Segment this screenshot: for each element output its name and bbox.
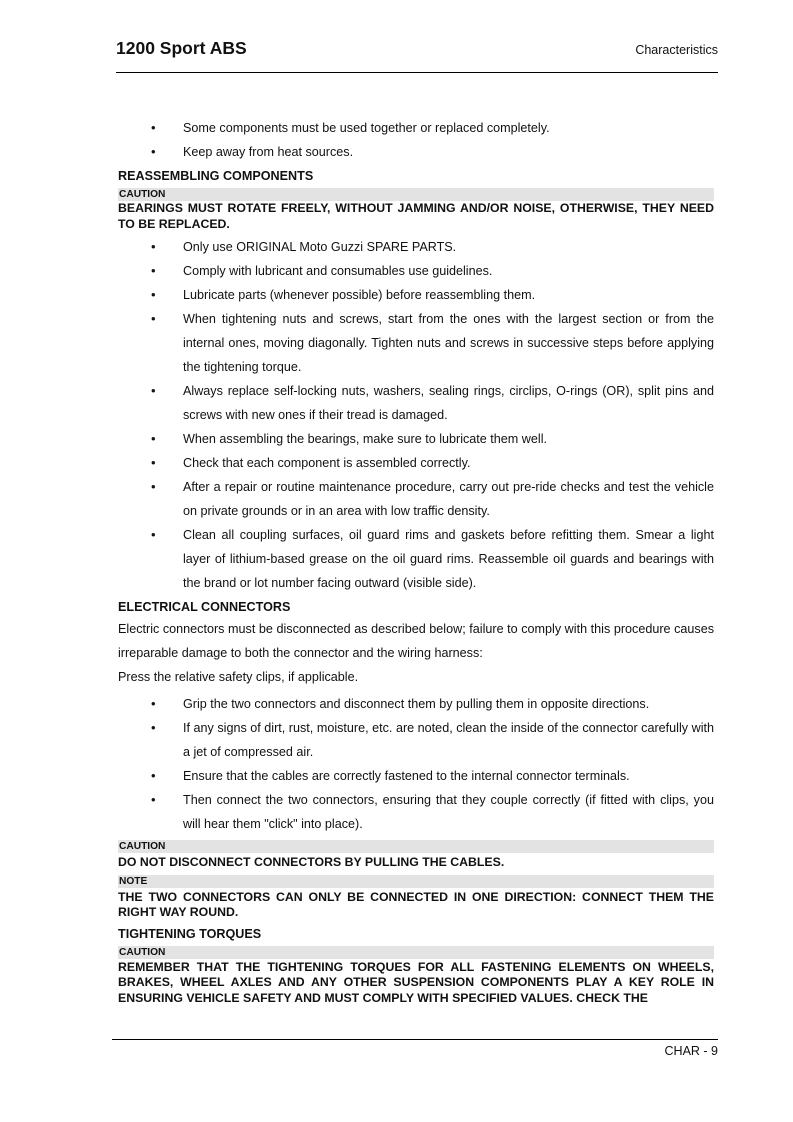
bullet-icon: • [151,720,156,735]
list-item: • Clean all coupling surfaces, oil guard rims and gaskets before refitting them. Smear a light layer of lithium-based grease on the oil guard rims. Reassemble oil guards and bearings with the brand or lot number facing outward (visible side). [118,523,714,595]
document-title: 1200 Sport ABS [116,38,247,58]
section-heading-electrical: ELECTRICAL CONNECTORS [118,600,291,614]
electrical-bullet-list [118,692,714,836]
list-item: • Grip the two connectors and disconnect them by pulling them in opposite directions. [118,692,714,716]
list-item: • Then connect the two connectors, ensuring that they couple correctly (if fitted with clips, you will hear them "click" into place). [118,788,714,836]
bullet-icon: • [151,431,156,446]
list-item: • Comply with lubricant and consumables use guidelines. [118,259,714,283]
list-item: • Ensure that the cables are correctly fastened to the internal connector terminals. [118,764,714,788]
section-heading-reassembling: REASSEMBLING COMPONENTS [118,169,314,183]
section-heading-torques: TIGHTENING TORQUES [118,926,262,941]
intro-bullet-list [118,116,714,164]
bullet-icon: • [151,120,156,135]
note-banner: NOTE [118,875,714,888]
caution-text: DO NOT DISCONNECT CONNECTORS BY PULLING THE CABLES. [118,855,505,869]
caution-text: REMEMBER THAT THE TIGHTENING TORQUES FOR ALL FASTENING ELEMENTS ON WHEELS, BRAKES, WHEEL AXLES AND ANY OTHER SUSPENSION COMPONENTS PLAY A KEY ROLE IN ENSURING VEHICLE SAFETY AND MUST COMPLY WITH SPECIFIED VALUES. CHECK THE [118,959,714,1005]
bullet-icon: • [151,455,156,470]
bullet-icon: • [151,311,156,326]
bullet-icon: • [151,527,156,542]
caution-banner: CAUTION [118,946,714,959]
list-item: • Some components must be used together or replaced completely. [118,116,714,140]
reassembling-bullet-list [118,235,714,595]
bullet-icon: • [151,144,156,159]
note-text: THE TWO CONNECTORS CAN ONLY BE CONNECTED IN ONE DIRECTION: CONNECT THEM THE RIGHT WAY ROUND. [118,889,714,919]
bullet-icon: • [151,479,156,494]
caution-text: BEARINGS MUST ROTATE FREELY, WITHOUT JAMMING AND/OR NOISE, OTHERWISE, THEY NEED TO BE REPLACED. [118,201,714,231]
caution-banner: CAUTION [118,840,714,853]
page-footer [112,1039,718,1058]
page-content [118,116,714,1006]
electrical-press-note: Press the relative safety clips, if applicable. [118,670,359,684]
page-number: CHAR - 9 [664,1044,718,1058]
list-item: • Check that each component is assembled correctly. [118,451,714,475]
electrical-intro: Electric connectors must be disconnected as described below; failure to comply with this procedure causes irreparable damage to both the connector and the wiring harness: [118,622,714,660]
section-name: Characteristics [635,43,718,57]
list-item: • Lubricate parts (whenever possible) before reassembling them. [118,283,714,307]
bullet-icon: • [151,696,156,711]
bullet-icon: • [151,383,156,398]
list-item: • When assembling the bearings, make sure to lubricate them well. [118,427,714,451]
list-item: • If any signs of dirt, rust, moisture, etc. are noted, clean the inside of the connector carefully with a jet of compressed air. [118,716,714,764]
list-item: • Keep away from heat sources. [118,140,714,164]
caution-banner: CAUTION [118,188,714,201]
list-item: • Always replace self-locking nuts, washers, sealing rings, circlips, O-rings (OR), split pins and screws with new ones if their tread is damaged. [118,379,714,427]
list-item: • When tightening nuts and screws, start from the ones with the largest section or from the internal ones, moving diagonally. Tighten nuts and screws in successive steps before applying the tightening torque. [118,307,714,379]
page-header [116,36,718,73]
bullet-icon: • [151,287,156,302]
bullet-icon: • [151,239,156,254]
bullet-icon: • [151,792,156,807]
list-item: • Only use ORIGINAL Moto Guzzi SPARE PARTS. [118,235,714,259]
bullet-icon: • [151,768,156,783]
list-item: • After a repair or routine maintenance procedure, carry out pre-ride checks and test the vehicle on private grounds or in an area with low traffic density. [118,475,714,523]
bullet-icon: • [151,263,156,278]
